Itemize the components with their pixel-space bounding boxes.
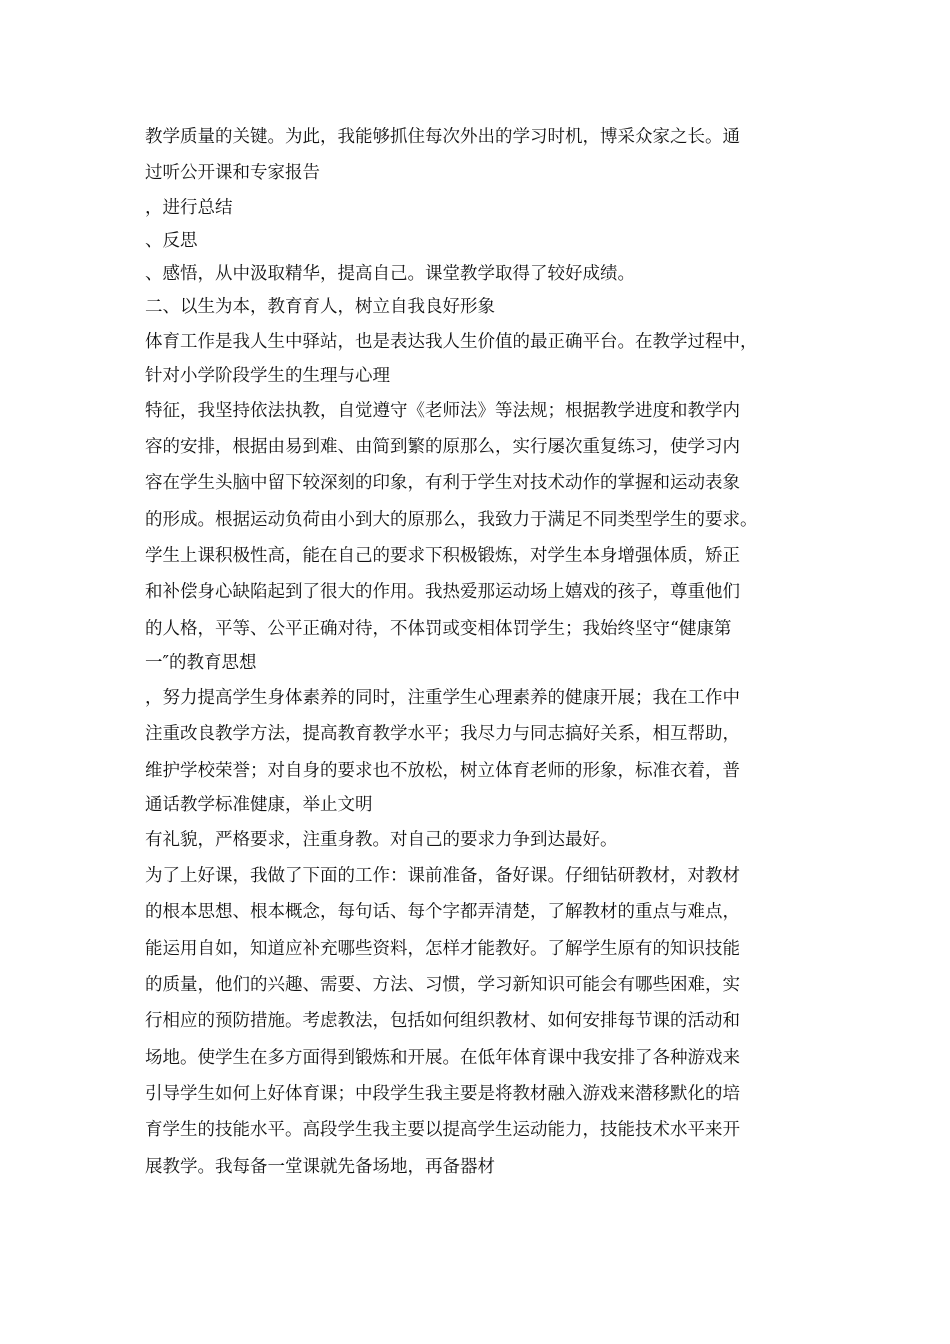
text-line: 学生上课积极性高，能在自己的要求下积极锻炼，对学生本身增强体质，矫正: [145, 546, 740, 567]
text-line: 有礼貌，严格要求，注重身教。对自己的要求力争到达最好。: [145, 829, 618, 850]
text-line: 、反思: [145, 230, 198, 251]
text-line: 容在学生头脑中留下较深刻的印象，有利于学生对技术动作的掌握和运动表象: [145, 473, 740, 494]
section-heading: 二、以生为本，教育育人，树立自我良好形象: [145, 296, 495, 317]
text-line: 为了上好课，我做了下面的工作：课前准备，备好课。仔细钻研教材，对教材: [145, 866, 740, 887]
text-line: 维护学校荣誉；对自身的要求也不放松，树立体育老师的形象，标准衣着，普: [145, 760, 740, 781]
text-line: 容的安排，根据由易到难、由简到繁的原那么，实行屡次重复练习，使学习内: [145, 437, 740, 458]
text-line: 的质量，他们的兴趣、需要、方法、习惯，学习新知识可能会有哪些困难，实: [145, 975, 740, 996]
document-body: [145, 119, 815, 1185]
text-line: 育学生的技能水平。高段学生我主要以提高学生运动能力，技能技术水平来开: [145, 1120, 740, 1141]
text-line: 的人格，平等、公平正确对待，不体罚或变相体罚学生；我始终坚守“健康第: [145, 618, 732, 639]
text-line: 的形成。根据运动负荷由小到大的原那么，我致力于满足不同类型学生的要求。: [145, 509, 758, 530]
text-line: 、感悟，从中汲取精华，提高自己。课堂教学取得了较好成绩。: [145, 263, 635, 284]
text-line: 能运用自如，知道应补充哪些资料，怎样才能教好。了解学生原有的知识技能: [145, 938, 740, 959]
text-line: 注重改良教学方法，提高教育教学水平；我尽力与同志搞好关系，相互帮助，: [145, 724, 740, 745]
text-line: 引导学生如何上好体育课；中段学生我主要是将教材融入游戏来潜移默化的培: [145, 1083, 740, 1104]
text-line: 展教学。我每备一堂课就先备场地，再备器材: [145, 1156, 495, 1177]
text-line: 教学质量的关键。为此，我能够抓住每次外出的学习时机，博采众家之长。通: [145, 127, 740, 147]
text-line: 一″的教育思想: [145, 652, 257, 673]
text-line: 通话教学标准健康，举止文明: [145, 794, 373, 815]
text-line: 过听公开课和专家报告: [145, 163, 320, 184]
text-line: 特征，我坚持依法执教，自觉遵守《老师法》等法规；根据教学进度和教学内: [145, 400, 740, 421]
text-line: ，进行总结: [145, 197, 233, 218]
text-line: 行相应的预防措施。考虑教法，包括如何组织教材、如何安排每节课的活动和: [145, 1011, 740, 1032]
text-line: ，努力提高学生身体素养的同时，注重学生心理素养的健康开展；我在工作中: [145, 687, 740, 708]
text-line: 场地。使学生在多方面得到锻炼和开展。在低年体育课中我安排了各种游戏来: [145, 1047, 740, 1068]
text-line: 体育工作是我人生中驿站，也是表达我人生价值的最正确平台。在教学过程中，: [145, 331, 758, 352]
text-line: 和补偿身心缺陷起到了很大的作用。我热爱那运动场上嬉戏的孩子，尊重他们: [145, 582, 740, 603]
text-line: 的根本思想、根本概念，每句话、每个字都弄清楚，了解教材的重点与难点，: [145, 902, 740, 923]
text-line: 针对小学阶段学生的生理与心理: [145, 365, 390, 386]
